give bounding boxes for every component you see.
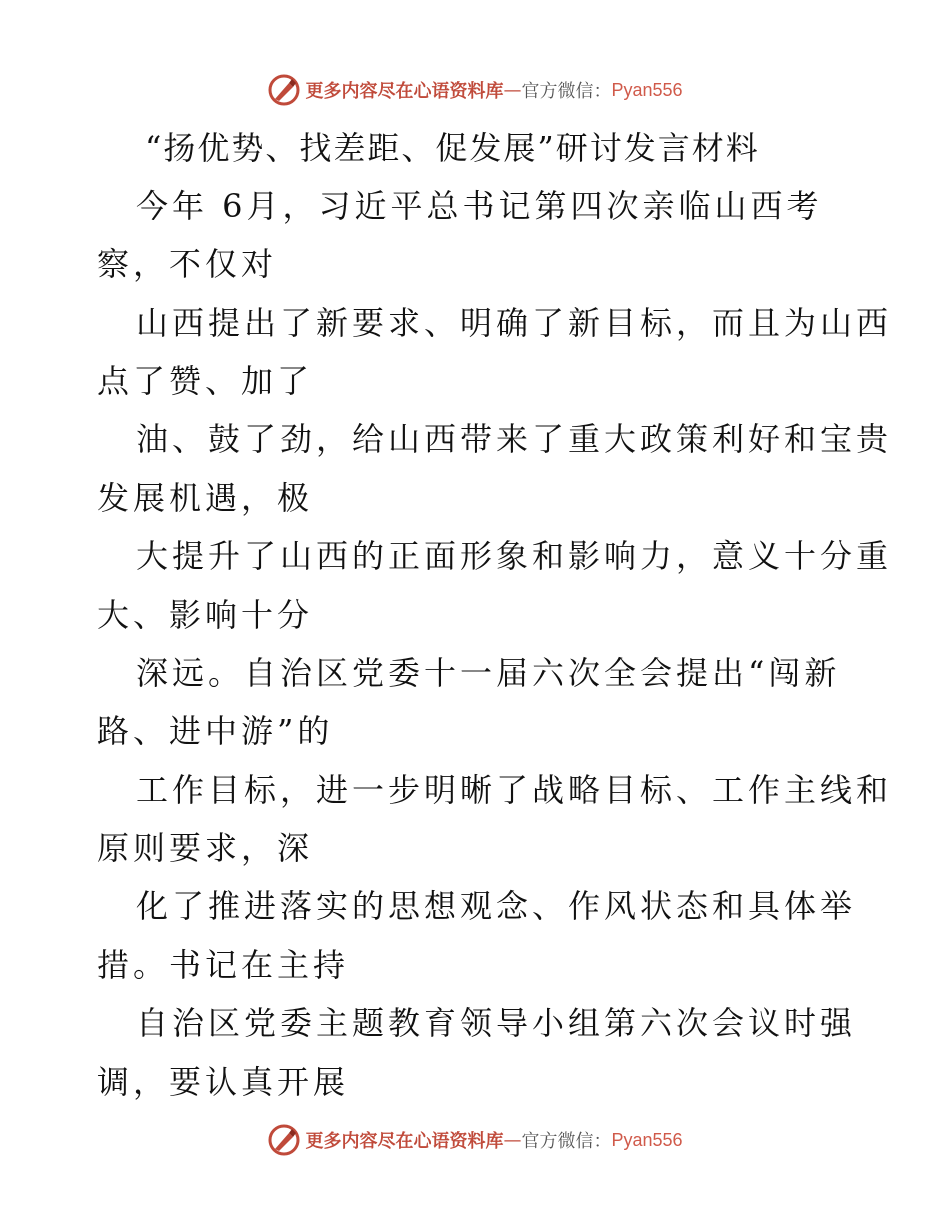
footer-banner — [0, 1120, 950, 1160]
paragraph-line: 油、鼓了劲，给山西带来了重大政策利好和宝贵 — [136, 420, 893, 458]
header-banner — [0, 70, 950, 110]
banner-text: 更多内容尽在心语资料库 — [305, 1131, 504, 1152]
pen-logo-icon — [267, 1123, 301, 1157]
paragraph-line: 今年 6月，习近平总书记第四次亲临山西考 — [136, 187, 823, 225]
paragraph-line: 深远。自治区党委十一届六次全会提出“闯新 — [136, 654, 841, 692]
paragraph-line: 调，要认真开展 — [97, 1063, 350, 1101]
paragraph-line: 大、影响十分 — [97, 596, 314, 634]
paragraph-line: 原则要求，深 — [97, 829, 314, 867]
paragraph-line: 路、进中游”的 — [97, 712, 334, 750]
paragraph-line: 察，不仅对 — [97, 245, 278, 283]
paragraph-line: 化了推进落实的思想观念、作风状态和具体举 — [136, 887, 857, 925]
paragraph-line: 山西提出了新要求、明确了新目标，而且为山西 — [136, 304, 893, 342]
paragraph-line: 自治区党委主题教育领导小组第六次会议时强 — [136, 1004, 857, 1042]
banner-dash: — — [503, 79, 522, 101]
pen-logo-icon — [267, 73, 301, 107]
paragraph-line: 措。书记在主持 — [97, 946, 350, 984]
banner-wechat-label: 官方微信： — [521, 1131, 612, 1152]
banner-dash: — — [503, 1129, 522, 1151]
document-title: “扬优势、找差距、促发展”研讨发言材料 — [145, 129, 760, 167]
paragraph-line: 点了赞、加了 — [97, 362, 314, 400]
banner-wechat-id: Pyan556 — [611, 79, 683, 100]
paragraph-line: 工作目标，进一步明晰了战略目标、工作主线和 — [136, 771, 893, 809]
banner-wechat-id: Pyan556 — [611, 1129, 683, 1150]
banner-text: 更多内容尽在心语资料库 — [305, 81, 504, 102]
banner-wechat-label: 官方微信： — [521, 81, 612, 102]
paragraph-line: 大提升了山西的正面形象和影响力，意义十分重 — [136, 537, 893, 575]
paragraph-line: 发展机遇，极 — [97, 479, 314, 517]
